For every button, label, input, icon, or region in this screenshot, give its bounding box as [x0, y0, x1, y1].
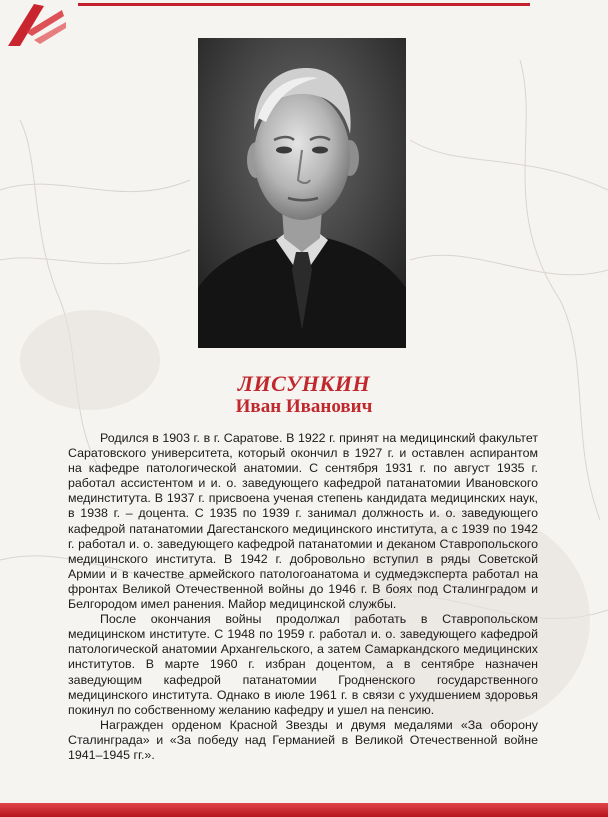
biography-paragraph: После окончания войны продолжал работать в Ставропольском медицинском институте. С 1948 по 1959 г. работал и. о. заведующего кафедрой патологической анатомии Архангельского, а затем Самаркандского медицинских институтов. В марте 1960 г. избран доцентом, а в сентябре назначен заведующим кафедрой патанатомии Гродненского государственного медицинского института. Однако в июле 1961 г. в связи с ухудшением здоровья покинул по собственному желанию кафедру и ушел на пенсию.	[68, 612, 538, 717]
person-surname: ЛИСУНКИН	[237, 371, 371, 396]
portrait-photo	[198, 38, 406, 348]
person-given-names: Иван Иванович	[235, 396, 373, 417]
biography-paragraph: Родился в 1903 г. в г. Саратове. В 1922 г. принят на медицинский факультет Саратовского университета, который окончил в 1927 г. и оставлен аспирантом на кафедре патологической анатомии. С сентября 1931 г. по август 1935 г. работал ассистентом и и. о. заведующего кафедрой патанатомии Ивановского мединститута. В 1937 г. присвоена ученая степень кандидата медицинских наук, в 1938 г. – доцента. С 1935 по 1939 г. занимал должность и. о. заведующего кафедрой патанатомии Дагестанского медицинского института, а с 1939 по 1942 г. работал и. о. заведующего кафедрой патанатомии и деканом Ставропольского медицинского института. В 1942 г. добровольно вступил в ряды Советской Армии и в качестве армейского патологоанатома и судмедэксперта работал на фронтах Великой Отечественной войны до 1946 г. В боях под Сталинградом и Белгородом имел ранения. Майор медицинской службы.	[68, 431, 538, 612]
biography	[68, 431, 538, 763]
bottom-red-bar	[0, 803, 608, 817]
biography-paragraph: Награжден орденом Красной Звезды и двумя медалями «За оборону Сталинграда» и «За победу над Германией в Великой Отечественной войне 1941–1945 гг.».	[68, 717, 538, 762]
red-flag-logo	[4, 2, 68, 48]
top-red-rule	[78, 3, 530, 6]
